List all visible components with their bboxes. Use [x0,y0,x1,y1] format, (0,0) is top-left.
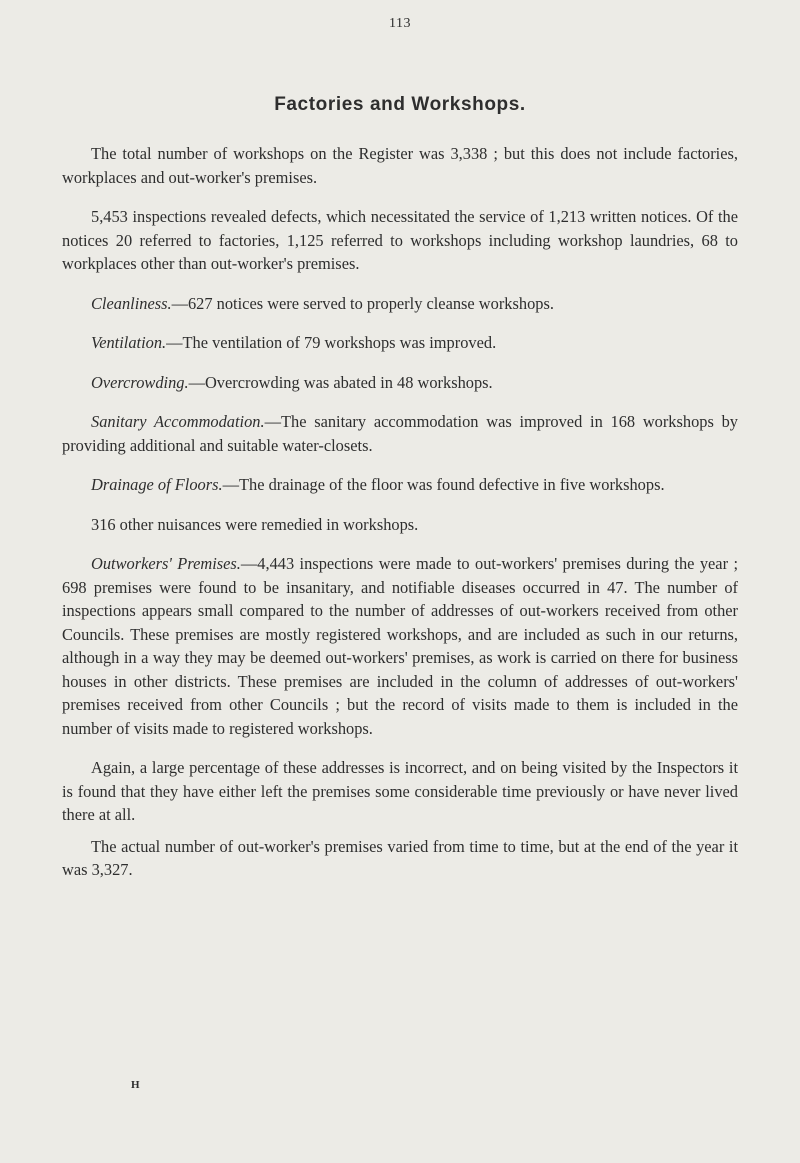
paragraph-inspections [62,205,738,276]
paragraph-lead: Drainage of Floors. [91,475,223,494]
paragraph-sanitary-accommodation [62,410,738,457]
section-heading: Factories and Workshops. [274,94,526,115]
paragraph-outworkers-premises [62,552,738,740]
paragraph-lead: Sanitary Accommodation. [91,412,265,431]
paragraph-incorrect-addresses [62,756,738,827]
signature-mark: H [131,1079,140,1091]
paragraph-overcrowding [62,371,738,395]
paragraph-cleanliness [62,292,738,316]
paragraph-text: —The ventilation of 79 workshops was improved. [166,333,497,352]
paragraph-drainage [62,473,738,497]
paragraph-lead: Overcrowding. [91,372,189,392]
paragraph-workshops-register [62,142,738,189]
paragraph-lead: Outworkers' Premises. [91,554,241,573]
paragraph-text: The actual number of out-worker's premises varied from time to time, but at the end of the year it was 3,327. [62,836,738,879]
paragraph-lead: Cleanliness. [91,293,172,313]
paragraph-text: 316 other nuisances were remedied in workshops. [91,514,419,534]
paragraph-text: —4,443 inspections were made to out-workers' premises during the year ; 698 premises were found to be insanitary, and notifiable diseases occurred in 47. The number of inspections appears small compared to the number of addresses of out-workers received from other Councils. These premises are mostly registered workshops, and are included as such in our returns, although in a way they may be deemed out-workers' premises, as work is carried on there for business houses in other districts. These premises are included in the column of addresses of out-workers' premises received from other Councils ; but the record of visits made to them is included in the number of visits made to registered workshops. [62,554,738,738]
body-text [62,142,738,882]
paragraph-text: Again, a large percentage of these addresses is incorrect, and on being visited by the Inspectors it is found that they have either left the premises some considerable time previously or have never lived there at all. [62,758,738,824]
paragraph-text: —Overcrowding was abated in 48 workshops. [188,372,493,392]
paragraph-actual-number [62,835,738,882]
paragraph-lead: Ventilation. [91,333,167,352]
paragraph-other-nuisances [62,513,738,537]
paragraph-text: —The drainage of the floor was found defective in five workshops. [222,475,665,494]
page-number: 113 [389,16,411,31]
paragraph-text: The total number of workshops on the Register was 3,338 ; but this does not include factories, workplaces and out-worker's premises. [62,144,738,187]
paragraph-text: —627 notices were served to properly cleanse workshops. [171,293,554,313]
paragraph-text: 5,453 inspections revealed defects, which necessitated the service of 1,213 written notices. Of the notices 20 referred to factories, 1,125 referred to workshops including workshop laundries, 68 to workplaces other than out-worker's premises. [62,207,738,273]
paragraph-text: —The sanitary accommodation was improved in 168 workshops by providing additional and suitable water-closets. [62,412,738,455]
paragraph-ventilation [62,331,738,355]
